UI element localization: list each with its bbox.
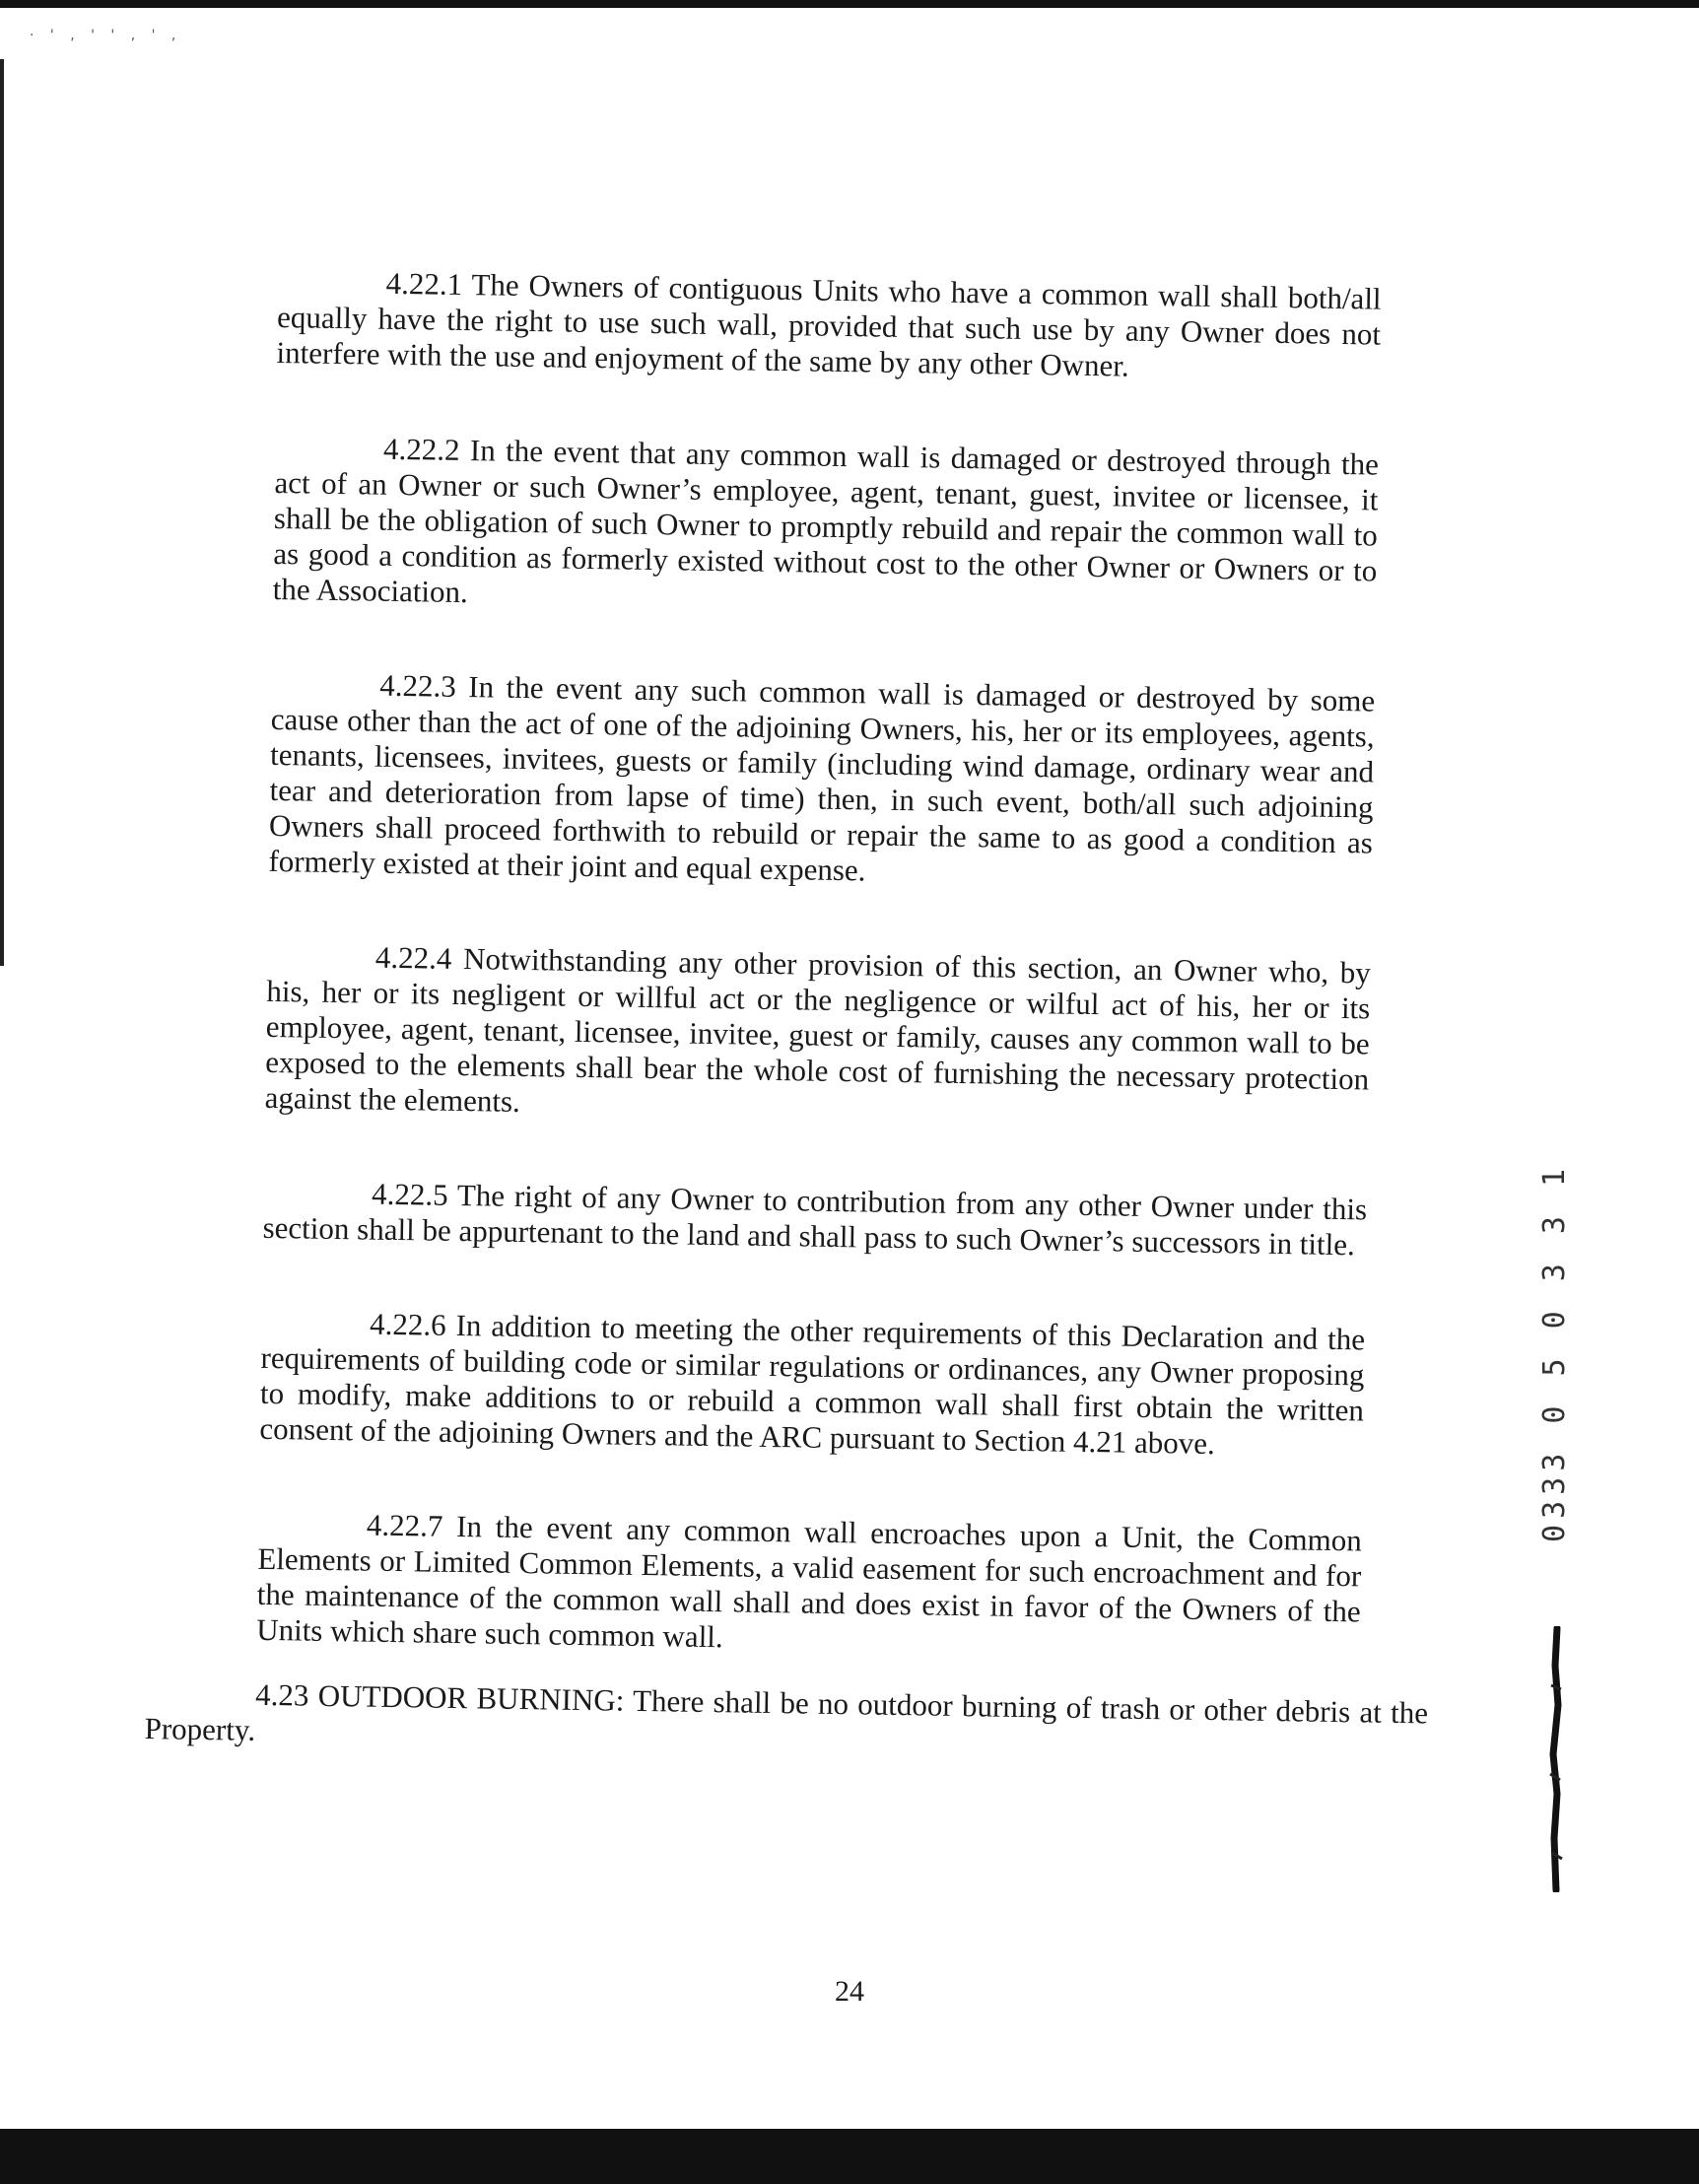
margin-stamp: 0333 0 5 0 3 3 1 <box>1537 1163 1572 1542</box>
paragraph-4-22-1: 4.22.1 The Owners of contiguous Units who have a common wall shall both/all equally have the right to use such wall, provided that such use by any Owner does not interfere with the use and enjoyment of the same by any other Owner. <box>276 265 1382 383</box>
scan-edge-top <box>0 0 1699 8</box>
paragraph-4-22-7: 4.22.7 In the event any common wall encroaches upon a Unit, the Common Elements or Limited Common Elements, a valid easement for such encroachment and for the maintenance of the common wall shall and does exist in favor of the Owners of the Units which share such common wall. <box>255 1507 1363 1655</box>
paragraph-4-22-5: 4.22.5 The right of any Owner to contribution from any other Owner under this section shall be appurtenant to the land and shall pass to such Owner’s successors in title. <box>262 1176 1368 1263</box>
scan-edge-bottom <box>0 2129 1699 2184</box>
margin-signature-mark <box>1543 1626 1567 1892</box>
paragraph-4-22-4: 4.22.4 Notwithstanding any other provision of this section, an Owner who, by his, her or its negligent or willful act or the negligence or wilful act of his, her or its employee, agent, tenant, licensee, invitee, guest or family, causes any common wall to be exposed to the elements shall bear the whole cost of furnishing the necessary protection against the elements. <box>264 939 1372 1119</box>
page-number: 24 <box>835 1975 864 2008</box>
paragraph-4-22-3: 4.22.3 In the event any such common wall is damaged or destroyed by some cause other than the act of one of the adjoining Owners, his, her or its employees, agents, tenants, licensees, invitees, guests or family (including wind damage, ordinary wear and tear and deterioration from lapse of time) then, in such event, both/all such adjoining Owners shall proceed forthwith to rebuild or repair the same to as good a condition as formerly existed at their joint and equal expense. <box>268 667 1376 888</box>
document-body <box>144 264 1429 1765</box>
paragraph-4-22-6: 4.22.6 In addition to meeting the other requirements of this Declaration and the requirements of building code or similar regulations or ordinances, any Owner proposing to modify, make additions to or rebuild a common wall shall first obtain the written consent of the adjoining Owners and the ARC pursuant to Section 4.21 above. <box>259 1306 1366 1462</box>
scan-edge-left <box>0 59 4 966</box>
section-4-23-outdoor-burning: 4.23 OUTDOOR BURNING: There shall be no outdoor burning of trash or other debris at the Property. <box>144 1676 1429 1747</box>
scan-specks: · ' , ' ' , ' , <box>30 28 182 43</box>
paragraph-4-22-2: 4.22.2 In the event that any common wall is damaged or destroyed through the act of an Owner or such Owner’s employee, agent, tenant, guest, invitee or licensee, it shall be the obligation of such Owner to promptly rebuild and repair the common wall to as good a condition as formerly existed without cost to the other Owner or Owners or to the Association. <box>272 431 1380 610</box>
